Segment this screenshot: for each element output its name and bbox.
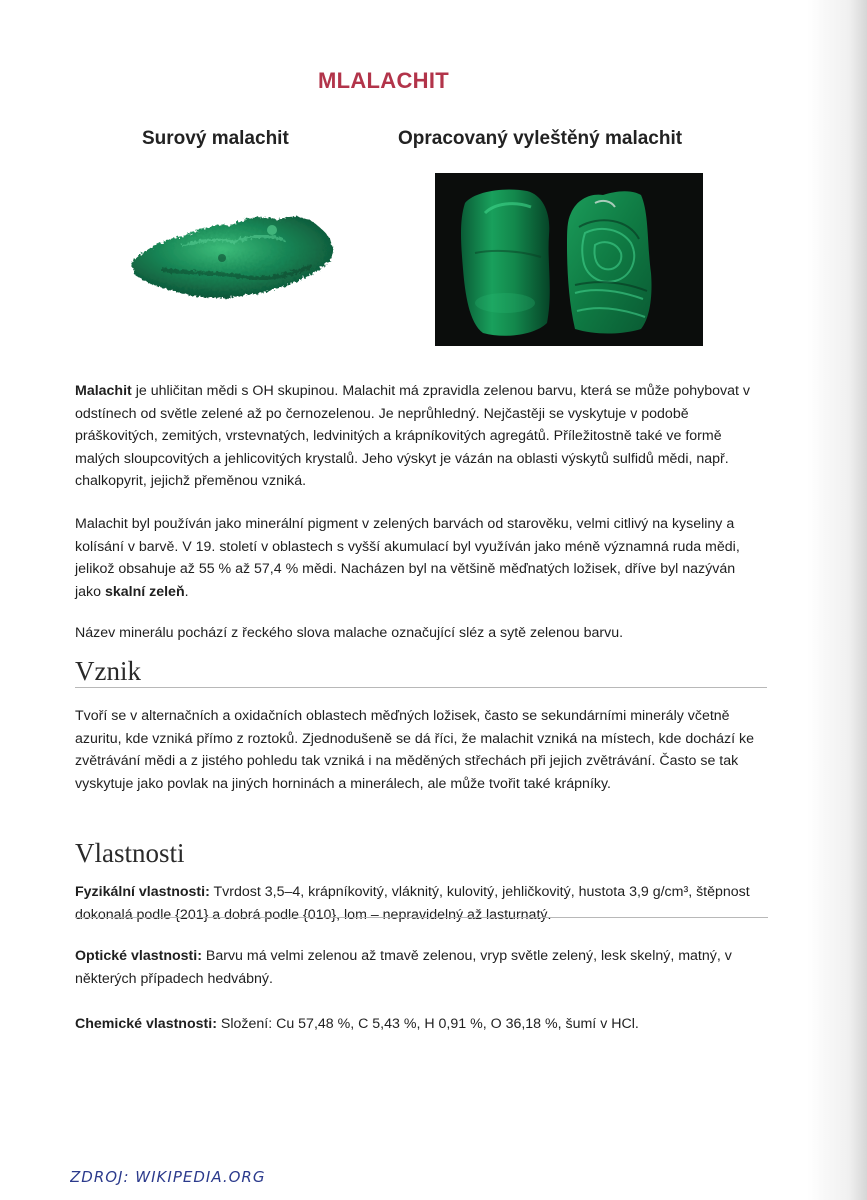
section-rule-vlastnosti — [75, 917, 768, 918]
scan-edge-shadow — [807, 0, 867, 1200]
polished-malachite-graphic — [435, 173, 703, 346]
vznik-paragraph — [75, 705, 755, 795]
intro-term-skalni-zelen: skalní zeleň — [104, 583, 185, 600]
document-title: MLALACHIT — [317, 68, 449, 93]
intro-paragraph-1 — [75, 380, 755, 493]
optical-properties-text: Barvu má velmi zelenou až tmavě zelenou, vryp světle zelený, lesk skelný, matný, v některých případech hedvábný. — [75, 948, 732, 987]
handwritten-source-note — [70, 1160, 270, 1190]
intro-term-malachit: Malachit — [75, 383, 132, 399]
vznik-text: Tvoří se v alternačních a oxidačních oblastech měďných ložisek, často se sekundárními minerály včetně azuritu, kde vzniká přímo z roztoků. Zjednodušeně se dá říci, že malachit vzniká na místech, kde dochází ke zvětrávání mědi a z jistého pohledu tak vzniká i na měděných střechách při jejich zvětrávání. Často se tak vyskytuje jako povlak na jiných horninách a minerálech, ale může tvořit také krápníky. — [75, 708, 754, 792]
physical-properties-paragraph — [75, 881, 755, 926]
intro-text-2: Malachit byl používán jako minerální pigment v zelených barvách od starověku, velmi citlivý na kyseliny a kolísání v barvě. V 19. století v oblastech s vyšší akumulací byl využíván jako méně významná ruda mědi, jelikož obsahuje až 55 % až 57,4 % mědi. Nacházen byl na většině měďnatých ložisek, dříve byl nazýván jako — [75, 516, 740, 600]
intro-paragraph-3 — [75, 622, 755, 645]
section-heading-vlastnosti: Vlastnosti — [75, 838, 185, 868]
chemical-properties-text: Složení: Cu 57,48 %, C 5,43 %, H 0,91 %, O 36,18 %, šumí v HCl. — [216, 1016, 639, 1032]
polished-malachite-image — [435, 173, 703, 346]
intro-text-3: Název minerálu pochází z řeckého slova malache označující sléz a sytě zelenou barvu. — [75, 625, 624, 641]
intro-paragraph-2 — [75, 513, 755, 603]
intro-text-1: je uhličitan mědi s OH skupinou. Malachit má zpravidla zelenou barvu, která se může pohybovat v odstínech od světle zelené až po černozelenou. Je neprůhledný. Nejčastěji se vyskytuje v podobě práškovitých, zemitých, vrstevnatých, ledvinitých a krápníkovitých agregátů. Příležitostně také ve formě malých sloupcovitých a jehlicovitých krystalů. Jeho výskyt je vázán na oblasti výskytů sulfidů mědi, např. chalkopyrit, jejichž přeměnou vzniká. — [75, 383, 751, 489]
section-heading-vznik: Vznik — [75, 656, 141, 686]
raw-malachite-image — [122, 200, 344, 312]
chemical-properties-label: Chemické vlastnosti: — [75, 1016, 217, 1032]
caption-polished-malachite: Opracovaný vyleštěný malachit — [398, 128, 683, 149]
source-note-text: ZDROJ: WIKIPEDIA.ORG — [70, 1168, 266, 1186]
optical-properties-paragraph — [75, 945, 755, 990]
chemical-properties-paragraph — [75, 1013, 755, 1036]
physical-properties-label: Fyzikální vlastnosti: — [75, 884, 210, 900]
section-rule-vznik — [75, 687, 767, 688]
caption-raw-malachite: Surový malachit — [142, 128, 289, 149]
optical-properties-label: Optické vlastnosti: — [75, 948, 202, 964]
physical-properties-text: Tvrdost 3,5–4, krápníkovitý, vláknitý, kulovitý, jehličkovitý, hustota 3,9 g/cm³, štěpnost dokonalá podle {201} a dobrá podle {010}, lom – nepravidelný až lasturnatý. — [75, 884, 750, 923]
intro-text-2-end: . — [184, 583, 189, 600]
